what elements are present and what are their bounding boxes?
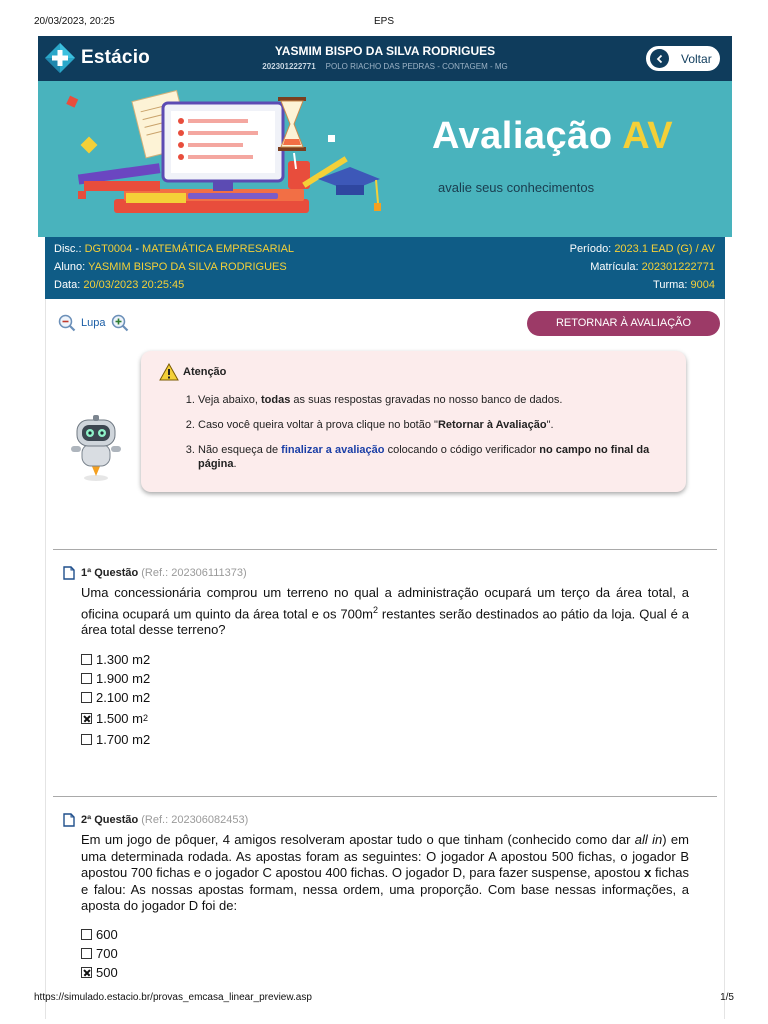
option-label: 600 [96,926,118,942]
retornar-avaliacao-button[interactable]: RETORNAR À AVALIAÇÃO [527,311,720,336]
turma-info [653,279,715,291]
question-2-text-c: fichas e falou: As nossas apostas formam, nessa ordem, uma proporção. Com base nessas informações, a aposta do jogador D foi de: [81,865,689,913]
disc-name: MATEMÁTICA EMPRESARIAL [142,243,295,255]
student-name: YASMIM BISPO DA SILVA RODRIGUES [274,44,496,58]
attention-item-3-c: colocando o código verificador [384,444,540,456]
periodo-label: Período: [569,243,612,255]
print-title: EPS [373,16,394,27]
attention-title-text: Atenção [183,366,227,378]
periodo-value: 2023.1 EAD (G) / AV [614,243,715,255]
voltar-button[interactable] [644,44,722,73]
question-1-option-selected[interactable] [81,710,148,726]
print-datetime: 20/03/2023, 20:25 [34,16,115,27]
question-2-text-bold: x [644,865,652,880]
zoom-out-icon[interactable] [58,314,76,332]
matricula-label: Matrícula: [590,261,639,273]
warning-icon [159,363,179,381]
attention-item-2-c: ". [546,419,554,431]
turma-value: 9004 [690,279,715,291]
print-footer [34,992,734,1006]
top-bar [38,36,732,81]
disc-separator: - [132,243,143,255]
banner-title-accent: AV [622,115,674,157]
disc-label: Disc.: [54,243,82,255]
checkbox-checked[interactable] [81,967,92,978]
option-label: 700 [96,945,118,961]
attention-item-1 [198,393,668,407]
question-2-text [81,832,689,915]
option-label-sup: 2 [142,713,148,723]
question-1-ref: (Ref.: 202306111373) [141,567,247,579]
option-label: 500 [96,964,118,980]
chevron-left-icon [650,49,669,68]
data-value: 20/03/2023 20:25:45 [83,279,185,291]
question-1-text-sup: 2 [372,604,378,615]
attention-item-3-e: . [233,458,237,470]
print-page-number: 1/5 [720,992,734,1003]
finalizar-avaliacao-text: finalizar a avaliação [281,444,385,456]
question-1-header [63,566,247,580]
data-label: Data: [54,279,81,291]
attention-item-3-d: no campo no final da página [198,444,650,470]
attention-item-3-a: Não esqueça de [198,444,282,456]
question-1-text-a: Uma concessionária comprou um terreno no qual a administração ocupará um terço da área total, a oficina ocupará um quinto da área total e os 700m [81,585,689,621]
info-row-aluno [54,261,715,277]
data-info [54,279,184,291]
print-header [34,16,734,30]
info-row-disc [54,243,715,259]
checkbox[interactable] [81,948,92,959]
disc-info [54,243,294,255]
checkbox[interactable] [81,929,92,940]
aluno-name: YASMIM BISPO DA SILVA RODRIGUES [88,261,287,273]
question-2-option-selected[interactable] [81,964,118,980]
question-1-text-b: restantes serão destinados ao pátio da loja. Qual é a área total desse terreno? [81,605,689,638]
attention-list [198,393,668,482]
checkbox[interactable] [81,734,92,745]
question-1-option[interactable] [81,670,150,686]
disc-code: DGT0004 [84,243,133,255]
checkbox[interactable] [81,692,92,703]
question-2-option[interactable] [81,945,118,961]
attention-item-1-b: todas [261,394,291,406]
attention-item-2-a: Caso você queira voltar à prova clique no botão " [198,419,438,431]
info-row-data [54,279,715,295]
question-2-ref: (Ref.: 202306082453) [141,814,249,826]
question-separator [53,549,717,550]
question-2-text-a: Em um jogo de pôquer, 4 amigos resolveram apostar tudo o que tinham (conhecido como dar [81,832,635,847]
student-subline [38,62,732,71]
checkbox-checked[interactable] [81,713,92,724]
attention-title [159,363,226,381]
question-2-text-b: ) em uma determinada rodada. As apostas foram as seguintes: O jogador A apostou 500 fichas, o jogador B apostou 700 fichas e o jogador C apostou 400 fichas. O jogador D, para fazer suspense, apostou [81,832,689,880]
banner-subtitle: avalie seus conhecimentos [438,180,595,195]
student-polo: POLO RIACHO DAS PEDRAS - CONTAGEM - MG [325,62,508,71]
aluno-info [54,261,287,273]
student-matricula: 202301222771 [262,62,316,71]
periodo-info [570,243,715,255]
question-1-text [81,585,689,639]
logo-text: Estácio [81,47,150,68]
checkbox[interactable] [81,654,92,665]
option-label: 1.500 m [96,710,143,726]
attention-item-2-b: Retornar à Avaliação [437,419,547,431]
study-illustration-icon [38,81,398,237]
banner-title [432,115,673,158]
attention-box [141,351,686,492]
question-separator [53,796,717,797]
question-2-number: 2ª Questão [81,814,139,826]
option-label: 1.700 m2 [96,731,151,747]
lupa-label: Lupa [81,317,106,329]
question-2-header [63,813,248,827]
banner-title-main: Avaliação [432,115,613,157]
voltar-label: Voltar [681,51,712,66]
aluno-label: Aluno: [54,261,86,273]
checkbox[interactable] [81,673,92,684]
document-icon [63,813,75,827]
question-1-number: 1ª Questão [81,567,139,579]
option-label: 1.300 m2 [96,651,151,667]
attention-item-1-a: Veja abaixo, [198,394,261,406]
question-1-option[interactable] [81,689,150,705]
document-icon [63,566,75,580]
question-1-option[interactable] [81,731,150,747]
print-url: https://simulado.estacio.br/provas_emcasa_linear_preview.asp [34,992,312,1003]
attention-item-3 [198,443,668,471]
exam-info-bar [45,237,725,299]
question-2-text-em: all in [634,832,663,847]
option-label: 1.900 m2 [96,670,151,686]
option-label: 2.100 m2 [96,689,151,705]
question-2-option[interactable] [81,926,118,942]
matricula-info [590,261,715,273]
zoom-in-icon[interactable] [111,314,129,332]
avaliacao-banner [38,81,732,237]
question-1-option[interactable] [81,651,150,667]
lupa-controls [58,314,129,332]
robot-mascot-icon [69,414,123,482]
matricula-value: 202301222771 [641,261,715,273]
turma-label: Turma: [653,279,688,291]
attention-item-1-c: as suas respostas gravadas no nosso banco de dados. [290,394,563,406]
attention-item-2 [198,418,668,432]
